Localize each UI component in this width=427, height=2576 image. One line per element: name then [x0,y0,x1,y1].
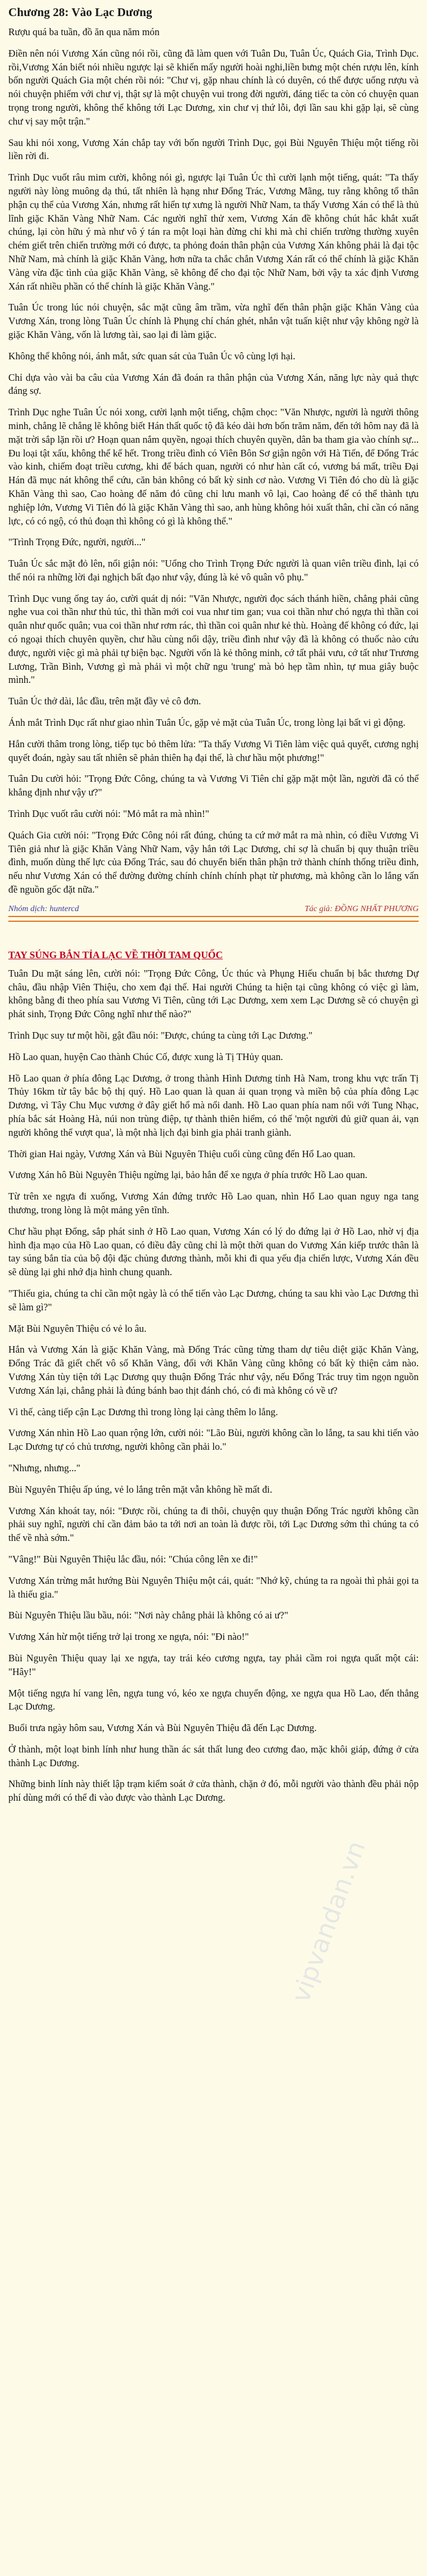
author-credit: Tác giả: ĐỒNG NHẤT PHƯƠNG [304,904,419,913]
paragraph: Trình Dục vuốt râu cười nói: "Mỏ mắt ra mà nhìn!" [8,808,210,820]
paragraph: Vương Xán hô Bùi Nguyên Thiệu ngừng lại, bảo hắn để xe ngựa ở phía trước Hồ Lao quan. [8,1169,367,1181]
paragraph: Từ trên xe ngựa đi xuống, Vương Xán đứng trước Hồ Lao quan, nhìn Hổ Lao quan nguy nga tang thương, trong lòng là một mảng yên tĩnh. [8,1191,419,1216]
paragraph: Sau khi nói xong, Vương Xán chắp tay với bốn người Trình Dục, gọi Bùi Nguyên Thiệu một tiếng rồi liền rời đi. [8,136,419,162]
paragraph: Tuân Úc thở dài, lắc đầu, trên mặt đầy vẻ cô đơn. [8,695,201,707]
paragraph: Không thể không nói, ánh mắt, sức quan sát của Tuân Úc vô cùng lợi hại. [8,350,295,362]
paragraph: Hồ Lao quan, huyện Cao thành Chúc Cố, được xung là Tị THủy quan. [8,1051,283,1062]
paragraph: Tuân Du cười hỏi: "Trọng Đức Công, chúng ta và Vương Vi Tiên chỉ gặp mặt một lần, người đã có thể khẳng định như vậy ư?" [8,773,419,798]
paragraph: Vương Xán nhìn Hồ Lao quan rộng lớn, cười nói: "Lão Bùi, người không cần lo lắng, ta sau khi tiến vào Lạc Dương tự có chủ trương, người không cần phải lo." [8,1427,419,1453]
paragraph: Quách Gia cười nói: "Trọng Đức Công nói rất đúng, chúng ta cứ mở mắt ra mà nhìn, có điều Vương Vi Tiên giả như là giặc Khăn Vàng Nhữ Nam, vậy hắn tới Lạc Dương, chỉ sợ là chuẩn bị quy thuận triều đình, muốn dùng thế lực của Đổng Trác, sau đó chuyển biến thân phận trở thành chính thống triều đình, nếu như Vương Xán có thể đường đường chính chính chính phạt từ phương, mà không cần lo lắng vấn đề nguồn gốc đặt nữa." [8,829,419,896]
paragraph: Chỉ dựa vào vài ba câu của Vương Xán đã đoán ra thân phận của Vương Xán, năng lực này quả thực đáng sợ. [8,371,419,397]
paragraph: Hắn cười thâm trong lòng, tiếp tục bỏ thêm lửa: "Ta thấy Vương Vi Tiên làm việc quả quyết, cương nghị quyết đoán, ngày sau tất nhiên sẽ phản thiên hạ đại thế, là chư hầu một phương!" [8,738,419,763]
section-divider [8,921,419,922]
paragraph: Một tiếng ngựa hí vang lên, ngựa tung vó, kéo xe ngựa chuyển động, xe ngựa qua Hồ Lao, đến thẳng Lạc Dương. [8,1687,419,1713]
paragraph: "Thiếu gia, chúng ta chỉ cần một ngày là có thể tiến vào Lạc Dương, chúng ta sau khi vào Lạc Dương thì sẽ làm gì?" [8,1287,419,1313]
section-title-link[interactable]: TAY SÚNG BẮN TỈA LẠC VỀ THỜI TAM QUỐC [8,949,223,961]
paragraph: "Vâng!" Bùi Nguyên Thiệu lắc đầu, nói: "Chúa công lên xe đi!" [8,1553,258,1565]
paragraph: Buổi trưa ngày hôm sau, Vương Xán và Bùi Nguyên Thiệu đã đến Lạc Dương. [8,1722,317,1734]
chapter-title: Chương 28: Vào Lạc Dương [8,6,152,19]
paragraph: Bùi Nguyên Thiệu ấp úng, vẻ lo lắng trên mặt vẫn không hề mất đi. [8,1483,273,1495]
paragraph: Tuân Úc trong lúc nói chuyện, sắc mặt cũng âm trầm, vừa nghĩ đến thân phận giặc Khăn Vàng của Vương Xán, trong lòng Tuân Úc chính là Phụng chí chán ghét, nhắn vật tuấn kiệt như vậy không ngờ là giặc Khăn Vàng, vốn là lương tài, sao lại đi làm giặc. [8,302,419,340]
paragraph: Những binh lính này thiết lập trạm kiểm soát ở cửa thành, chặn ở đó, mỗi người vào thành đều phải nộp phí dùng mới có thể đi vào được vào thành Lạc Dương. [8,1778,419,1804]
paragraph: Vì thế, càng tiếp cận Lạc Dương thì trong lòng lại càng thêm lo lắng. [8,1406,278,1418]
paragraph: Bùi Nguyên Thiệu lầu bầu, nói: "Nơi này chẳng phải là không có ai ư?" [8,1609,288,1621]
paragraph: "Trình Trọng Đức, người, người..." [8,536,146,548]
paragraph: Chư hầu phạt Đổng, sắp phát sinh ở Hồ Lao quan, Vương Xán có lý do đứng lại ở Hồ Lao, nhờ vị địa hình địa mạo của Hồ Lao quan, có điều đây cũng chỉ là một thời quan do Vương Xán kiếp trước thân là tay súng bắn tỉa của bộ đội đặc chủng đương thành, mỗi khi đi qua yếu địa chiến lược, Vương Xán đều sẽ dùng lại ghi nhớ địa hình chung quanh. [8,1225,419,1278]
paragraph: Trình Dục nghe Tuân Úc nói xong, cười lạnh một tiếng, chậm chọc: "Văn Nhược, người là người thông minh, chẳng lẽ chẳng lẽ không biết Hán thất quốc tộ đã kéo dài hơn bốn trăm năm, đến tới hôm nay đã là mặt trời sắp lặn rồi ư? Hoạn quan nắm quyền, ngoại thích chuyên quyền, dân ba tham gia vào chính sự... Đu loại tật xấu, không thể kể hết. Trong triều đình có Viên Bôn Sơ giận ngôn với Hà Tiến, để Đổng Trác vào kinh, chiếm đoạt triều cương, khi để bách quan, người có như hàn cất có, vương bá mất, triều Đại Hán đã mục nát không thể cứu, căn bản không có bất kỳ sinh cơ nào. Vương Vi Tiên đó cho dù là giặc Khăn Vàng thì sao, Cao hoàng đế năm đó cũng chỉ lưu manh vô lại, Cao hoàng đế có thể thành tựu nghiệp lớn, Vương Vi Tiên đó là giặc Khăn Vàng thì sao, anh hùng không hỏi xuất thân, chỉ cần có năng lực, có có ngộ, có thủ đoạn thì không có gì là không thể." [8,406,419,527]
chapter-body [8,26,419,897]
paragraph: Rượu quá ba tuần, đồ ăn qua năm món [8,26,160,38]
paragraph: Vương Xán hừ một tiếng trở lại trong xe ngựa, nói: "Đi nào!" [8,1631,249,1643]
paragraph: Ánh mắt Trình Dục rất như giao nhìn Tuân Úc, gặp vẻ mặt của Tuân Úc, trong lòng lại bất vi gì động. [8,717,406,729]
section2-body [8,967,419,1805]
paragraph: Tuân Du mặt sáng lên, cười nói: "Trọng Đức Công, Úc thúc và Phụng Hiếu chuẩn bị bắc thương Dự châu, đầu nhập Viên Thiệu, cho xem đại thế. Hai người Chúng ta hiện tại cũng không có việc gì làm, không bằng đi theo phía sau Vương Vi Tiên, cũng tới Lạc Dương, xem xem Lạc Dương sẽ có chuyện gì phát sinh, Trọng Đức Công nghĩ như thế nào?" [8,967,419,1020]
paragraph: Hồ Lao quan ở phía đông Lạc Dương, ở trong thành Hình Dương tỉnh Hà Nam, trong khu vực trấn Tị Thủy 16km từ tây bắc bộ thị quý. Hồ Lao quan là quan ải quan trọng và miền bộ của phía đông Lạc Dương, vì Tây Chu Mục vương ở đây giết hổ mà nổi danh. Hồ Lao quan phía nam nối với Tung Nhạc, phía bắc sát Hoàng Hà, núi non trùng điệp, tự thành thiên hiểm, có thế 'một người đủ giữ quan ải, vạn người không thể vượt qua', là một nhà lịch đại binh gia phải tranh giành. [8,1072,419,1138]
paragraph: Điền nên nói Vương Xán cũng nói rồi, cũng đã làm quen với Tuân Du, Tuân Úc, Quách Gia, Trình Dục. rồi,Vương Xán biết nói nhiều ngược lại sẽ khiến mấy người hoài nghi,liền bưng một chén rượu lên, kính bốn người Quách Gia một chén rồi nói: "Chư vị, gặp nhau chính là có duyên, có thể được uống rượu và nói chuyện phiếm với chư vị, thật sự là một chuyện vui trong đời người, đáng tiếc ta còn có chuyện quan trọng trong người, không thể không tới Lạc Dương, xin chư vị thứ lỗi, đợi lần sau khi gặp lại, sẽ cùng chư vị say một trận." [8,47,419,127]
paragraph: Trình Dục suy tư một hồi, gật đầu nói: "Được, chúng ta cùng tới Lạc Dương." [8,1030,313,1042]
paragraph: Vương Xán khoát tay, nói: "Được rồi, chúng ta đi thôi, chuyện quy thuận Đổng Trác người không cần phải suy nghĩ, người chỉ cần đảm bảo ta tới nơi an toàn là được rồi, tới Lạc Dương sớm thì chúng ta có thể về nhà sớm." [8,1505,419,1544]
paragraph: Vương Xán trừng mắt hướng Bùi Nguyên Thiệu một cái, quát: "Nhớ kỹ, chúng ta ra ngoài thì phải gọi ta là thiếu gia." [8,1574,419,1600]
paragraph: Hắn và Vương Xán là giặc Khăn Vàng, mà Đổng Trác cũng từng tham dự tiêu diệt giặc Khăn Vàng, Đổng Trác đã giết chết vô số Khăn Vàng, đối với Khăn Vàng cũng không có bất kỳ thiện cảm nào. Vương Xán tùy tiện tới Lạc Dương quy thuận Đổng Trác như vậy, nếu Đổng Trác truy tìm ngọn nguồn Vương Xán lại, chẳng phải là đúng bánh bao thịt đánh chó, có đi mà không có về ư? [8,1344,419,1396]
translator-credit: Nhóm dịch: huntercd [8,904,79,913]
paragraph: Thời gian Hai ngày, Vương Xán và Bùi Nguyên Thiệu cuối cùng cũng đến Hổ Lao quan. [8,1148,356,1160]
paragraph: Trình Dục vung ống tay áo, cười quát dị nói: "Văn Nhược, người đọc sách thánh hiền, chẳng phải cũng nghe vua coi thần như thủ túc, thì thần mới coi vua như tim gan; vua coi thần như chó ngựa thì thần coi quân như quốc quân; vua coi thần như rơm rác, thì thần coi quân như kẻ thù. Hoàng đế không có đức, lại có ngoại thích chuyên quyền, chư hầu cùng nổi dậy, triều đình như vậy đã là không có thuốc nào cứu được, người việc gì mà phải tự biện bạc. Người vốn là kẻ thông minh, cớ tất phải vưu, cớ tất như Trương Lương, Trần Bình, Vương gì mà phải vì một chữ ngu 'trung' mà bỏ hẹp tầm nhìn, tự mua giây buộc mình." [8,592,419,686]
paragraph: "Nhưng, nhưng..." [8,1462,80,1474]
paragraph: Bùi Nguyên Thiệu quay lại xe ngựa, tay trái kéo cương ngựa, tay phải cầm roi ngựa quất một cái: "Hây!" [8,1652,419,1677]
paragraph: Tuân Úc sắc mặt đỏ lên, nổi giận nói: "Uổng cho Trình Trọng Đức người là quan viên triều đình, lại có thể nói ra những lời đại nghịch bất đạo như vậy, đúng là kẻ vô quân vô phụ." [8,558,419,583]
site-watermark: vipvandan.vn [286,1837,372,2006]
credits-bar [8,905,419,917]
paragraph: Mặt Bùi Nguyên Thiệu có vẻ lo âu. [8,1322,147,1334]
paragraph: Trình Dục vuốt râu mim cười, không nói gì, ngược lại Tuân Úc thì cười lạnh một tiếng, quát: "Ta thấy người này lòng muông dạ thú, tất nhiên là hạng như Đổng Trác, Vương Mãng, tuy rằng không tổ thân phận cụ thể của Vương Xán, nhưng rất hiển tự xưng là người Nhữ Nam, ta thấy Vương Xán có thể là thủ lĩnh giặc Khăn Vàng Nhữ Nam. Các người nghĩ thử xem, Vương Xán đề không chút hắc khắt xuất chúng, lại còn hữu ý mà như vô ý tán ra một loại hàn đừng chỉ khi mà chỉ chiến trường thường xuyên chém giết trên chiến trường mới có được, ta phỏng đoán thân phận của Vương Xán không phải là đại tộc Nhữ Nam, mà chính là giặc Khăn Vàng, hơn nữa ta chắc chắn Vương Xán rất có thể chính là giặc Khăn Vàng vừa đặc tình của giặc Khăn Vàng, sẽ không để cho đại tộc Nhữ Nam, bởi vậy ta xác định Vương Xán rất nhiều phần có thể chính là giặc Khăn Vàng." [8,172,419,292]
paragraph: Ở thành, một loạt binh lính như hung thần ác sát thất lung đeo cương đao, mặc khôi giáp, đứng ở cửa thành Lạc Dương. [8,1743,419,1769]
